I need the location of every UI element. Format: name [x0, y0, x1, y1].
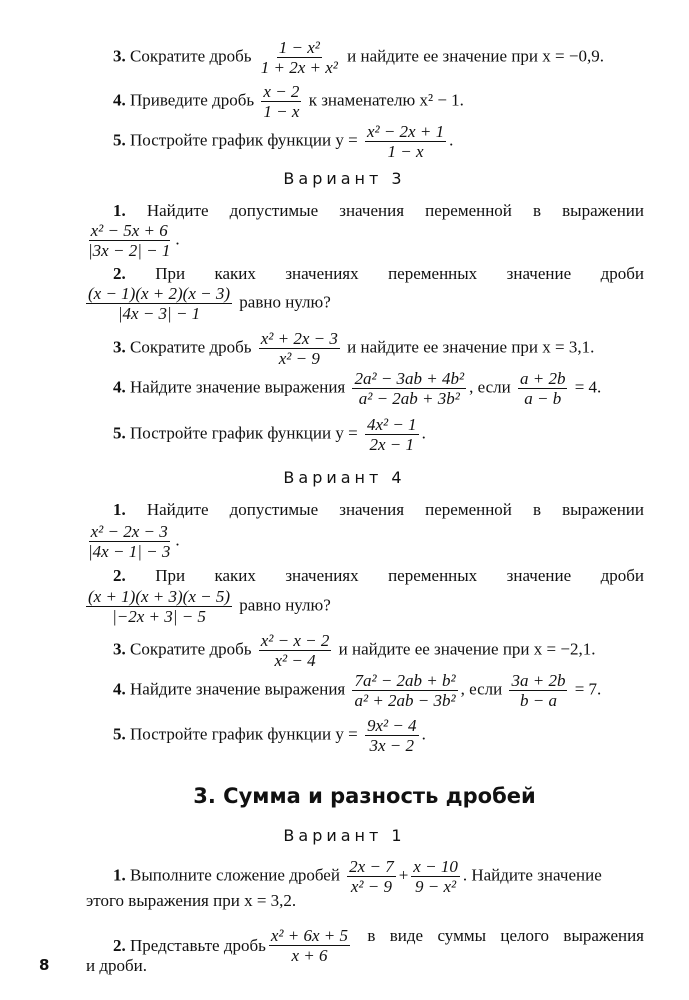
v3-problem-5: 5. Постройте график функции y = $\frac{\text{4x² − 1}}{2x - 1}$ .	[113, 415, 426, 454]
variant-3-heading: Вариант 3	[283, 169, 406, 188]
page-number: 8	[39, 956, 50, 974]
fraction: $\frac{\text{x² + 6x + 5}}{x + 6}$	[270, 926, 349, 965]
v3-problem-4: 4. Найдите значение выражения $\frac{\text{2a² − 3ab + 4b²}}{\text{a² − 2ab + 3b²}}$ , если $\frac{a + 2b}{a - b}$ = 4.	[113, 369, 602, 408]
v3-problem-2-expression: $\frac{(x - 1)(x + 2)(x - 3)}{|4x - 3| - 1}$ равно нулю?	[88, 284, 331, 323]
fraction: $\frac{\text{7a² − 2ab + b²}}{\text{a² + 2ab − 3b²}}$	[354, 671, 456, 710]
fraction: $\frac{3a + 2b}{b - a}$	[511, 671, 566, 710]
section-title: 3. Сумма и разность дробей	[193, 784, 536, 808]
v4-problem-3: 3. Сократите дробь $\frac{\text{x² − x − 2}}{\text{x² − 4}}$ и найдите ее значение при x = −2,1.	[113, 631, 596, 670]
v3-problem-2-line1: 2. При каких значениях переменных значение дроби	[113, 264, 644, 283]
fraction: $\frac{\text{9x² − 4}}{3x - 2}$	[366, 716, 417, 755]
s-problem-1: 1. Выполните сложение дробей $\frac{2x - 7}{\text{x² − 9}}$ + $\frac{x - 10}{\text{9 − x²}}$ . Найдите значение	[113, 857, 602, 896]
fraction: $\frac{\text{2a² − 3ab + 4b²}}{\text{a² − 2ab + 3b²}}$	[354, 369, 465, 408]
fraction: $\frac{\text{4x² − 1}}{2x - 1}$	[366, 415, 417, 454]
problem-3-top: 3. Сократите дробь $\frac{\text{1 − x²}}{\text{1 + 2x + x²}}$ и найдите ее значение при x = −0,9.	[113, 38, 604, 77]
fraction: $\frac{\text{1 − x²}}{\text{1 + 2x + x²}}$	[260, 38, 338, 77]
fraction: $\frac{\text{x² + 2x − 3}}{\text{x² − 9}}$	[260, 329, 338, 368]
variant-4-heading: Вариант 4	[283, 468, 406, 487]
fraction: $\frac{\text{x² − 2x + 1}}{1 - x}$	[366, 122, 445, 161]
problem-4-top: 4. Приведите дробь $\frac{x - 2}{1 - x}$ к знаменателю x² − 1.	[113, 82, 464, 121]
fraction: $\frac{a + 2b}{a - b}$	[519, 369, 566, 408]
v4-problem-4: 4. Найдите значение выражения $\frac{\text{7a² − 2ab + b²}}{\text{a² + 2ab − 3b²}}$ , если $\frac{3a + 2b}{b - a}$ = 7.	[113, 671, 602, 710]
fraction: $\frac{x - 2}{1 - x}$	[263, 82, 300, 121]
fraction: $\frac{(x + 1)(x + 3)(x - 5)}{|-2x + 3| - 5}$	[88, 587, 231, 626]
s-problem-2: 2. Представьте дробь $\frac{\text{x² + 6x + 5}}{x + 6}$ в виде суммы целого выражения	[113, 926, 644, 965]
s-problem-2-line2: и дроби.	[86, 956, 147, 975]
v4-problem-1-expression: $\frac{\text{x² − 2x − 3}}{|4x - 1| - 3}$ .	[88, 522, 180, 561]
v3-problem-3: 3. Сократите дробь $\frac{\text{x² + 2x − 3}}{\text{x² − 9}}$ и найдите ее значение при x = 3,1.	[113, 329, 595, 368]
section-variant-1-heading: Вариант 1	[283, 826, 406, 845]
v4-problem-5: 5. Постройте график функции y = $\frac{\text{9x² − 4}}{3x - 2}$ .	[113, 716, 426, 755]
fraction: $\frac{\text{x² − x − 2}}{\text{x² − 4}}$	[260, 631, 330, 670]
s-problem-1-line2: этого выражения при x = 3,2.	[86, 891, 297, 910]
problem-5-top: 5. Постройте график функции y = $\frac{\text{x² − 2x + 1}}{1 - x}$ .	[113, 122, 454, 161]
v3-problem-1-expression: $\frac{\text{x² − 5x + 6}}{|3x - 2| - 1}$ .	[88, 221, 180, 260]
v4-problem-2-expression: $\frac{(x + 1)(x + 3)(x - 5)}{|-2x + 3| - 5}$ равно нулю?	[88, 587, 331, 626]
fraction: $\frac{\text{x² − 5x + 6}}{|3x - 2| - 1}$	[88, 221, 171, 260]
v4-problem-1-line1: 1. Найдите допустимые значения переменной в выражении	[113, 500, 644, 519]
fraction: $\frac{(x - 1)(x + 2)(x - 3)}{|4x - 3| - 1}$	[88, 284, 231, 323]
fraction: $\frac{x - 10}{\text{9 − x²}}$	[413, 857, 458, 896]
v3-problem-1-line1: 1. Найдите допустимые значения переменной в выражении	[113, 201, 644, 220]
fraction: $\frac{\text{x² − 2x − 3}}{|4x - 1| - 3}$	[88, 522, 171, 561]
fraction: $\frac{2x - 7}{\text{x² − 9}}$	[349, 857, 394, 896]
v4-problem-2-line1: 2. При каких значениях переменных значение дроби	[113, 566, 644, 585]
